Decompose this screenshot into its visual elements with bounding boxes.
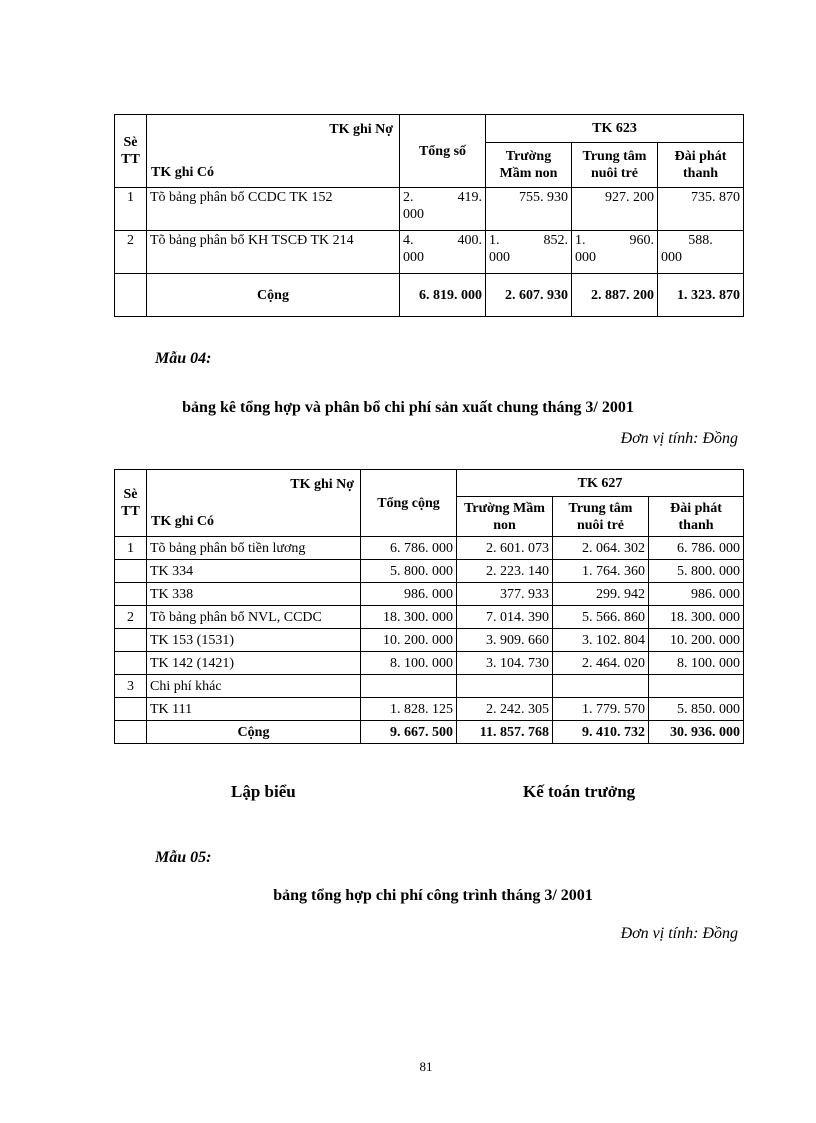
credit-header: TK ghi Có bbox=[151, 165, 215, 180]
row-total: 6. 786. 000 bbox=[361, 537, 457, 560]
row-total: 4. 400. 000 bbox=[400, 231, 486, 274]
table-row bbox=[115, 652, 744, 675]
row-name: TK 142 (1421) bbox=[147, 652, 361, 675]
total-value: 6. 819. 000 bbox=[400, 274, 486, 317]
row-total: 5. 800. 000 bbox=[361, 560, 457, 583]
row-name: Tõ bảng phân bổ tiền lương bbox=[147, 537, 361, 560]
group-header: TK 623 bbox=[486, 115, 744, 143]
row-stt: 2 bbox=[115, 231, 147, 274]
col-header: Trung tâm nuôi trẻ bbox=[572, 143, 658, 188]
row-value: 5. 800. 000 bbox=[649, 560, 744, 583]
debit-header: TK ghi Nợ bbox=[329, 122, 393, 137]
total-header: Tổng số bbox=[400, 115, 486, 188]
allocation-table-623 bbox=[114, 114, 744, 317]
row-total bbox=[361, 675, 457, 698]
total-value: 2. 887. 200 bbox=[572, 274, 658, 317]
group-header: TK 627 bbox=[457, 470, 744, 497]
table-row bbox=[115, 698, 744, 721]
row-total: 986. 000 bbox=[361, 583, 457, 606]
mau05-heading: Mẫu 05: bbox=[155, 849, 212, 866]
table-row bbox=[115, 188, 744, 231]
row-value: 5. 566. 860 bbox=[553, 606, 649, 629]
total-row bbox=[115, 721, 744, 744]
mau05-unit: Đơn vị tính: Đồng bbox=[620, 925, 738, 942]
row-name: TK 334 bbox=[147, 560, 361, 583]
account-header bbox=[147, 115, 400, 188]
row-stt bbox=[115, 698, 147, 721]
row-stt: 3 bbox=[115, 675, 147, 698]
row-value: 3. 104. 730 bbox=[457, 652, 553, 675]
row-value: 2. 223. 140 bbox=[457, 560, 553, 583]
total-label: Cộng bbox=[147, 721, 361, 744]
row-stt: 2 bbox=[115, 606, 147, 629]
row-value: 735. 870 bbox=[658, 188, 744, 231]
row-total: 1. 828. 125 bbox=[361, 698, 457, 721]
row-value: 1. 779. 570 bbox=[553, 698, 649, 721]
row-value bbox=[457, 675, 553, 698]
debit-header: TK ghi Nợ bbox=[290, 477, 354, 492]
row-value: 986. 000 bbox=[649, 583, 744, 606]
row-value: 18. 300. 000 bbox=[649, 606, 744, 629]
row-name: Tõ bảng phân bổ KH TSCĐ TK 214 bbox=[147, 231, 400, 274]
total-value: 11. 857. 768 bbox=[457, 721, 553, 744]
page-number: 81 bbox=[419, 1059, 433, 1074]
total-value: 9. 667. 500 bbox=[361, 721, 457, 744]
credit-header: TK ghi Có bbox=[151, 514, 215, 529]
row-name: Chi phí khác bbox=[147, 675, 361, 698]
table-row bbox=[115, 583, 744, 606]
total-value: 9. 410. 732 bbox=[553, 721, 649, 744]
row-value: 6. 786. 000 bbox=[649, 537, 744, 560]
table-row bbox=[115, 606, 744, 629]
row-name: TK 338 bbox=[147, 583, 361, 606]
row-value: 755. 930 bbox=[486, 188, 572, 231]
row-total: 18. 300. 000 bbox=[361, 606, 457, 629]
row-name: TK 153 (1531) bbox=[147, 629, 361, 652]
total-value: 2. 607. 930 bbox=[486, 274, 572, 317]
account-header bbox=[147, 470, 361, 537]
row-stt: 1 bbox=[115, 188, 147, 231]
stt-header: Sè TT bbox=[115, 470, 147, 537]
col-header: Trường Mầm non bbox=[486, 143, 572, 188]
row-stt bbox=[115, 652, 147, 675]
total-label: Cộng bbox=[147, 274, 400, 317]
col-header: Đài phát thanh bbox=[649, 497, 744, 537]
row-value: 299. 942 bbox=[553, 583, 649, 606]
row-value: 1. 852. 000 bbox=[486, 231, 572, 274]
col-header: Trung tâm nuôi trẻ bbox=[553, 497, 649, 537]
total-value: 30. 936. 000 bbox=[649, 721, 744, 744]
row-stt: 1 bbox=[115, 537, 147, 560]
row-name: Tõ bảng phân bổ NVL, CCDC bbox=[147, 606, 361, 629]
col-header: Trường Mầm non bbox=[457, 497, 553, 537]
row-value: 2. 464. 020 bbox=[553, 652, 649, 675]
row-stt bbox=[115, 629, 147, 652]
row-value: 10. 200. 000 bbox=[649, 629, 744, 652]
row-value: 927. 200 bbox=[572, 188, 658, 231]
table-row bbox=[115, 560, 744, 583]
table-row bbox=[115, 231, 744, 274]
row-value bbox=[649, 675, 744, 698]
row-value: 377. 933 bbox=[457, 583, 553, 606]
row-value bbox=[553, 675, 649, 698]
allocation-table-627 bbox=[114, 469, 744, 744]
table-row bbox=[115, 629, 744, 652]
row-value: 8. 100. 000 bbox=[649, 652, 744, 675]
signature-chief-accountant: Kế toán trưởng bbox=[523, 782, 636, 801]
row-stt bbox=[115, 583, 147, 606]
mau05-title: bảng tổng hợp chi phí công trình tháng 3/ 2001 bbox=[273, 887, 593, 904]
row-value: 588. 000 bbox=[658, 231, 744, 274]
table-row bbox=[115, 537, 744, 560]
row-name: Tõ bảng phân bổ CCDC TK 152 bbox=[147, 188, 400, 231]
row-value: 2. 601. 073 bbox=[457, 537, 553, 560]
row-value: 2. 064. 302 bbox=[553, 537, 649, 560]
row-stt bbox=[115, 560, 147, 583]
stt-header: Sè TT bbox=[115, 115, 147, 188]
signature-preparer: Lập biểu bbox=[231, 782, 296, 801]
row-total: 10. 200. 000 bbox=[361, 629, 457, 652]
mau04-heading: Mẫu 04: bbox=[155, 350, 212, 367]
row-total: 8. 100. 000 bbox=[361, 652, 457, 675]
total-value: 1. 323. 870 bbox=[658, 274, 744, 317]
total-row bbox=[115, 274, 744, 317]
row-value: 3. 909. 660 bbox=[457, 629, 553, 652]
row-value: 7. 014. 390 bbox=[457, 606, 553, 629]
mau04-unit: Đơn vị tính: Đồng bbox=[620, 430, 738, 447]
row-value: 1. 960. 000 bbox=[572, 231, 658, 274]
row-value: 3. 102. 804 bbox=[553, 629, 649, 652]
mau04-title: bảng kê tổng hợp và phân bổ chi phí sản xuất chung tháng 3/ 2001 bbox=[182, 399, 634, 416]
row-value: 1. 764. 360 bbox=[553, 560, 649, 583]
row-value: 2. 242. 305 bbox=[457, 698, 553, 721]
row-name: TK 111 bbox=[147, 698, 361, 721]
table-row bbox=[115, 675, 744, 698]
col-header: Đài phát thanh bbox=[658, 143, 744, 188]
total-header: Tổng cộng bbox=[361, 470, 457, 537]
row-total: 2. 419. 000 bbox=[400, 188, 486, 231]
row-value: 5. 850. 000 bbox=[649, 698, 744, 721]
